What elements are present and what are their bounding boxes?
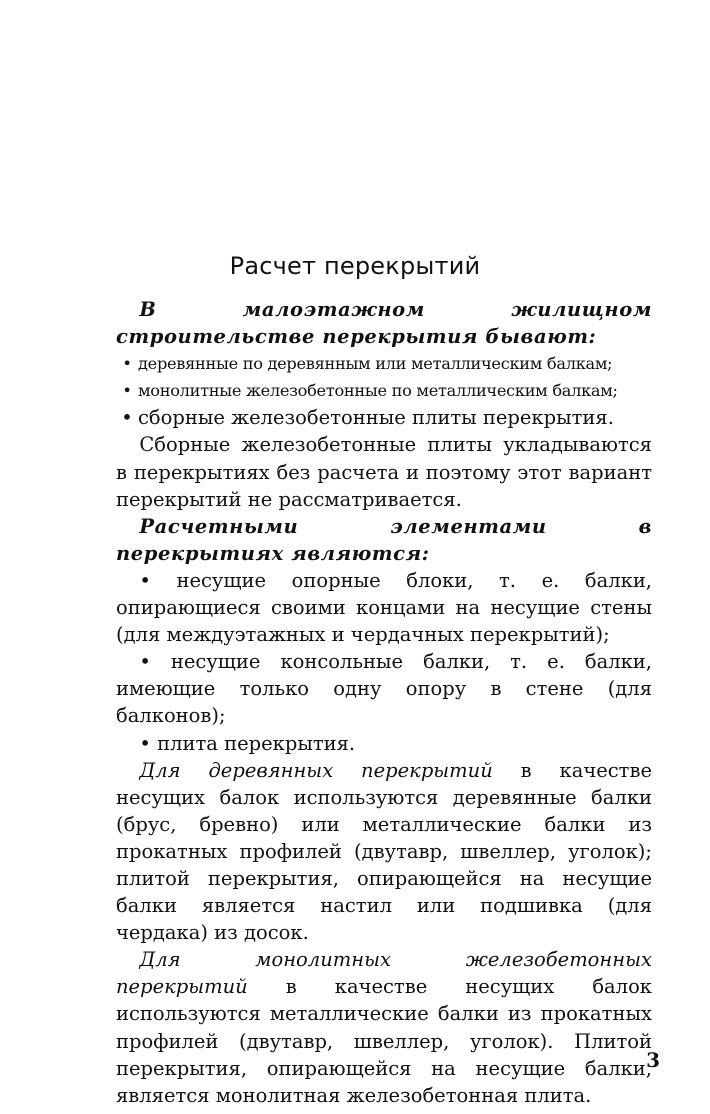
bullet-icon: • [139, 650, 171, 674]
bullet-icon: • [139, 568, 177, 592]
elements-item-2: • несущие консольные балки, т. е. балки, имеющие только одну опору в стене (для балконов); [116, 650, 653, 728]
bullet-icon: • [122, 354, 132, 374]
intro-item-3: • сборные железобетонные плиты перекрытия. [116, 404, 652, 431]
bullet-icon: • [139, 731, 158, 755]
intro-item-1: • деревянные по деревянным или металлическим балкам; [116, 350, 652, 377]
elements-item-1: • несущие опорные блоки, т. е. балки, опирающиеся своими концами на несущие стены (для междуэтажных и чердачных перекрытий); [116, 568, 653, 647]
page-number: 3 [646, 1048, 660, 1072]
bullet-icon: • [121, 406, 133, 430]
intro-lead: В малоэтажном жилищном строительстве перекрытия бывают: [116, 298, 652, 349]
section-heading: Расчет перекрытий [229, 252, 481, 280]
note-paragraph: Сборные железобетонные плиты укладываются в перекрытиях без расчета и поэтому этот вариант перекрытий не рассматривается. [116, 433, 652, 511]
bullet-icon: • [122, 381, 132, 401]
body-text [116, 296, 652, 1109]
intro-item-2: • монолитные железобетонные по металлическим балкам; [116, 377, 652, 404]
elements-item-3: • плита перекрытия. [139, 731, 356, 755]
elements-lead: Расчетными элементами в перекрытиях являются: [116, 514, 652, 565]
wooden-paragraph: Для деревянных перекрытий в качестве несущих балок используются деревянные балки (брус, бревно) или металлические балки из прокатных профилей (двутавр, швеллер, уголок); плитой перекрытия, опирающейся на несущие балки является настил или подшивка (для чердака) из досок. [116, 758, 652, 945]
monolithic-paragraph: Для монолитных железобетонных перекрытий в качестве несущих балок используются металлические балки из прокатных профилей (двутавр, швеллер, уголок). Плитой перекрытия, опирающейся на несущие балки, является монолитная железобетонная плита. [116, 948, 652, 1107]
